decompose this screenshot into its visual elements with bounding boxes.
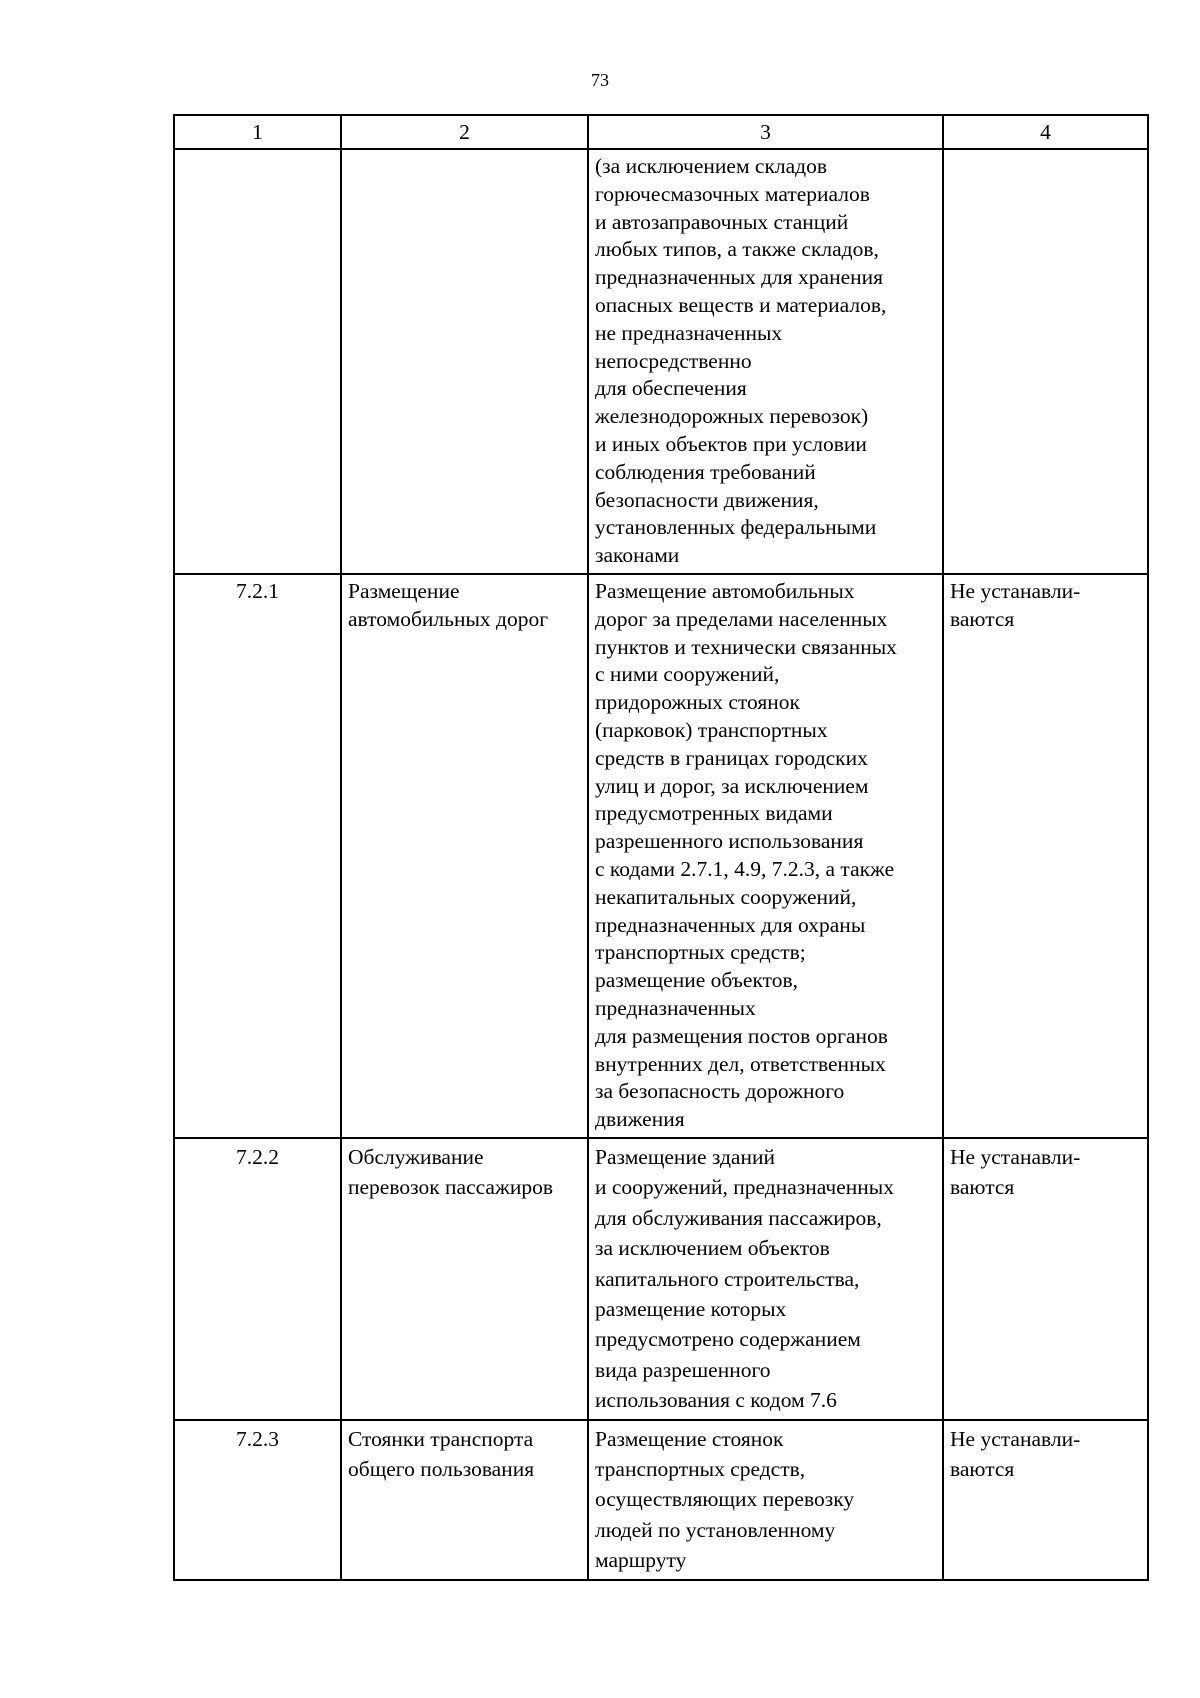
name-line: Размещение <box>348 578 460 603</box>
table-header-row <box>174 115 1148 149</box>
header-cell-col3: 3 <box>588 115 943 149</box>
description-line: размещение которых <box>595 1296 787 1321</box>
limits-line: ваются <box>950 606 1015 631</box>
description-line: предназначенных <box>595 995 756 1020</box>
description-line: разрешенного использования <box>595 829 864 854</box>
description-line: и иных объектов при условии <box>595 431 867 456</box>
name-line: общего пользования <box>348 1456 535 1481</box>
description-line: движения <box>595 1107 685 1132</box>
page-number: 73 <box>591 70 609 90</box>
description-line: железнодорожных перевозок) <box>595 404 869 429</box>
description-line: улиц и дорог, за исключением <box>595 773 869 798</box>
description-line: установленных федеральными <box>595 515 877 540</box>
code-cell <box>174 149 341 574</box>
description-line: транспортных средств, <box>595 1456 806 1481</box>
description-cell <box>588 149 943 574</box>
description-line: средств в границах городских <box>595 745 868 770</box>
name-cell <box>341 1420 588 1580</box>
description-line: горючесмазочных материалов <box>595 181 870 206</box>
table-body <box>174 115 1148 1580</box>
table-row <box>174 1420 1148 1580</box>
description-line: для размещения постов органов <box>595 1023 888 1048</box>
description-cell <box>588 1138 943 1420</box>
limits-line: Не устанавли- <box>950 1426 1081 1451</box>
header-cell-col4: 4 <box>943 115 1148 149</box>
description-line: осуществляющих перевозку <box>595 1487 855 1512</box>
description-line: для обслуживания пассажиров, <box>595 1205 882 1230</box>
description-line: безопасности движения, <box>595 487 819 512</box>
description-line: использования с кодом 7.6 <box>595 1388 837 1413</box>
description-line: транспортных средств; <box>595 940 806 965</box>
description-line: за исключением объектов <box>595 1236 830 1261</box>
description-line: Размещение автомобильных <box>595 578 855 603</box>
limits-cell <box>943 574 1148 1138</box>
name-cell <box>341 574 588 1138</box>
name-cell <box>341 1138 588 1420</box>
header-cell-col2: 2 <box>341 115 588 149</box>
limits-line: Не устанавли- <box>950 578 1081 603</box>
limits-line: Не устанавли- <box>950 1144 1081 1169</box>
table-row <box>174 574 1148 1138</box>
description-line: внутренних дел, ответственных <box>595 1051 886 1076</box>
description-line: предусмотренных видами <box>595 801 833 826</box>
description-line: (за исключением складов <box>595 154 828 178</box>
description-line: капитального строительства, <box>595 1266 860 1291</box>
name-line: Обслуживание <box>348 1144 484 1169</box>
description-line: размещение объектов, <box>595 968 799 993</box>
name-line: Стоянки транспорта <box>348 1426 534 1451</box>
description-cell <box>588 574 943 1138</box>
description-line: не предназначенных <box>595 320 783 345</box>
description-line: опасных веществ и материалов, <box>595 292 887 317</box>
description-line: и автозаправочных станций <box>595 209 849 234</box>
limits-cell <box>943 1420 1148 1580</box>
description-line: пунктов и технически связанных <box>595 634 897 659</box>
description-line: за безопасность дорожного <box>595 1079 845 1104</box>
description-line: Размещение стоянок <box>595 1426 784 1451</box>
description-line: соблюдения требований <box>595 459 816 484</box>
description-line: с ними сооружений, <box>595 662 780 687</box>
description-line: и сооружений, предназначенных <box>595 1175 894 1200</box>
header-cell-col1: 1 <box>174 115 341 149</box>
description-line: маршруту <box>595 1548 687 1573</box>
description-line: для обеспечения <box>595 376 747 401</box>
limits-line: ваются <box>950 1456 1015 1481</box>
limits-cell <box>943 1138 1148 1420</box>
description-line: предусмотрено содержанием <box>595 1327 861 1352</box>
code-cell: 7.2.1 <box>174 574 341 1138</box>
regulation-table <box>173 114 1149 1581</box>
description-line: предназначенных для хранения <box>595 265 884 290</box>
description-line: придорожных стоянок <box>595 690 800 715</box>
description-cell <box>588 1420 943 1580</box>
table-row <box>174 1138 1148 1420</box>
description-line: людей по установленному <box>595 1517 836 1542</box>
name-cell <box>341 149 588 574</box>
description-line: некапитальных сооружений, <box>595 884 857 909</box>
table-row <box>174 149 1148 574</box>
limits-line: ваются <box>950 1175 1015 1200</box>
code-cell: 7.2.3 <box>174 1420 341 1580</box>
description-line: любых типов, а также складов, <box>595 237 879 262</box>
name-line: автомобильных дорог <box>348 606 549 631</box>
description-line: (парковок) транспортных <box>595 717 828 742</box>
code-cell: 7.2.2 <box>174 1138 341 1420</box>
description-line: с кодами 2.7.1, 4.9, 7.2.3, а также <box>595 856 895 881</box>
name-line: перевозок пассажиров <box>348 1175 553 1200</box>
description-line: вида разрешенного <box>595 1357 771 1382</box>
description-line: непосредственно <box>595 348 752 373</box>
description-line: дорог за пределами населенных <box>595 606 888 631</box>
description-line: предназначенных для охраны <box>595 912 866 937</box>
description-line: законами <box>595 543 680 568</box>
limits-cell <box>943 149 1148 574</box>
description-line: Размещение зданий <box>595 1144 775 1169</box>
